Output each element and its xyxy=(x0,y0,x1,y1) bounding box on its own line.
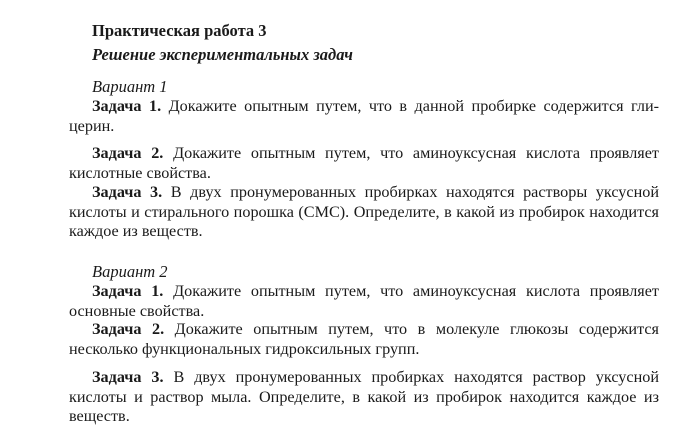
task-label: Задача 1. xyxy=(92,97,162,115)
variant-1-task-1 xyxy=(69,97,659,136)
task-text: В двух пронумерованных пробирках находятся раствор уксусной кислоты и раствор мыла. Определите, в какой из пробирок находится каждое из веществ. xyxy=(69,368,659,425)
variant-1-task-3 xyxy=(69,183,659,242)
variant-1-task-2 xyxy=(69,144,659,183)
variant-2-title: Вариант 2 xyxy=(92,262,168,281)
task-label: Задача 2. xyxy=(92,320,165,338)
task-text: Докажите опытным путем, что в молекуле глюкозы содержится несколько функциональных гидроксильных групп. xyxy=(69,320,659,358)
variant-2-task-3 xyxy=(69,368,659,427)
task-text: Докажите опытным путем, что в данной пробирке содержится глицерин. xyxy=(69,97,659,135)
task-label: Задача 1. xyxy=(92,282,164,300)
task-text: Докажите опытным путем, что аминоуксусная кислота проявляет основные свойства. xyxy=(69,282,659,320)
page-subtitle: Решение экспериментальных задач xyxy=(92,45,353,64)
task-text: В двух пронумерованных пробирках находятся растворы уксусной кислоты и стирального порошка (СМС). Определите, в какой из пробирок находится каждое из веществ. xyxy=(69,183,659,240)
variant-2-task-1 xyxy=(69,282,659,321)
task-label: Задача 3. xyxy=(92,368,164,386)
task-label: Задача 3. xyxy=(92,183,163,201)
variant-1-title: Вариант 1 xyxy=(92,77,168,96)
page-title: Практическая работа 3 xyxy=(92,21,267,40)
task-label: Задача 2. xyxy=(92,144,164,162)
variant-2-task-2 xyxy=(69,320,659,359)
task-text: Докажите опытным путем, что аминоуксусная кислота проявляет кислотные свойства. xyxy=(69,144,659,182)
